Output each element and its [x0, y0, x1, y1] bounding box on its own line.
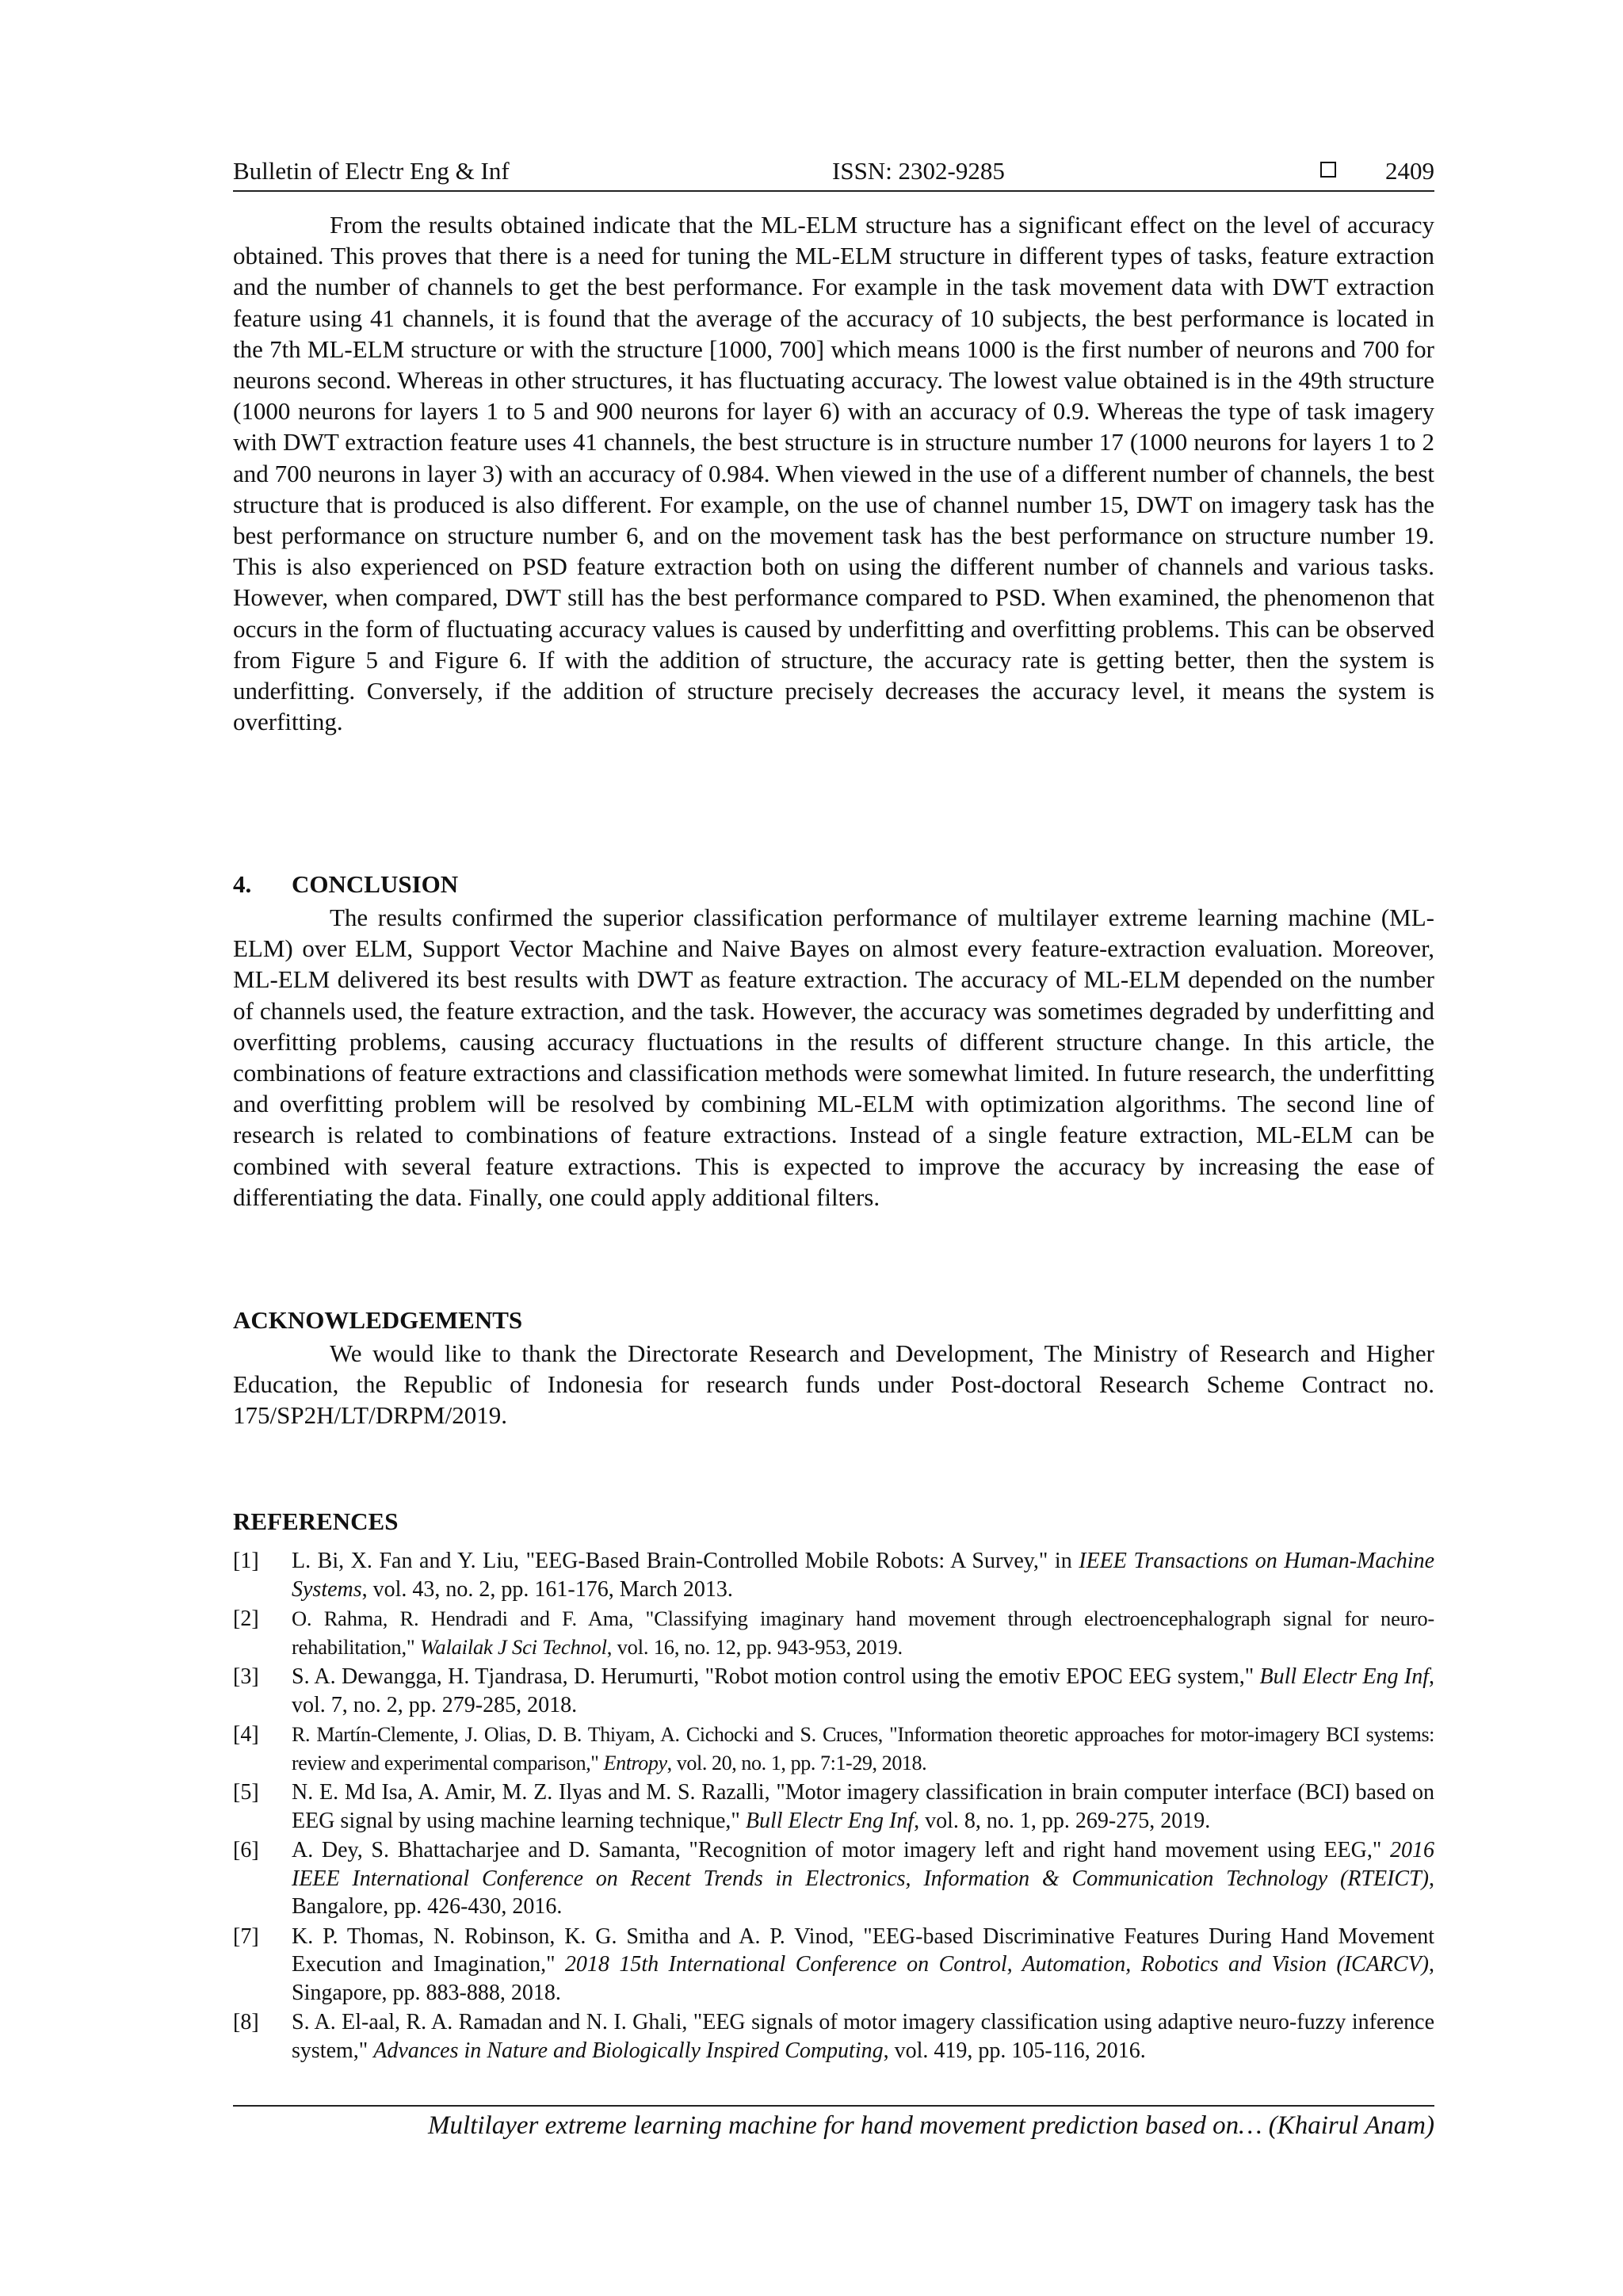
reference-text: A. Dey, S. Bhattacharjee and D. Samanta, "Recognition of motor imagery left and right hand movement using EEG," 2016 IEEE International Conference on Recent Trends in Electronics, Information & Communication Technology (RTEICT), Bangalore, pp. 426-430, 2016. [292, 1838, 1434, 1919]
running-footer: Multilayer extreme learning machine for hand movement prediction based on… (Khairul Anam) [428, 2111, 1434, 2140]
acknowledgements-paragraph: We would like to thank the Directorate Research and Development, The Ministry of Research and Higher Education, the Republic of Indonesia for research funds under Post-doctoral Research Scheme Contract no. 175/SP2H/LT/DRPM/2019. [233, 1339, 1434, 1430]
reference-item [233, 1836, 1434, 1921]
reference-number: [5] [233, 1780, 259, 1805]
reference-item [233, 2008, 1434, 2065]
reference-text: S. A. Dewangga, H. Tjandrasa, D. Herumurti, "Robot motion control using the emotiv EPOC EEG system," Bull Electr Eng Inf, vol. 7, no. 2, pp. 279-285, 2018. [292, 1664, 1434, 1717]
reference-text: O. Rahma, R. Hendradi and F. Ama, "Classifying imaginary hand movement through electroencephalograph signal for neuro-rehabilitation," Walailak J Sci Technol, vol. 16, no. 12, pp. 943-953, 2019. [292, 1606, 1434, 1659]
reference-venue: Entropy [603, 1751, 667, 1775]
square-bullet-icon [1320, 162, 1336, 178]
reference-venue: IEEE Transactions on Human-Machine Systems [292, 1549, 1435, 1602]
reference-number: [1] [233, 1549, 259, 1573]
conclusion-heading [233, 870, 458, 899]
section-number: 4. [233, 870, 252, 898]
reference-text: S. A. El-aal, R. A. Ramadan and N. I. Ghali, "EEG signals of motor imagery classification using adaptive neuro-fuzzy inference system," Advances in Nature and Biologically Inspired Computing, vol. 419, pp. 105-116, 2016. [292, 2010, 1434, 2063]
reference-list [233, 1547, 1434, 2066]
reference-number: [6] [233, 1838, 259, 1862]
issn: ISSN: 2302-9285 [832, 157, 1005, 185]
reference-text: K. P. Thomas, N. Robinson, K. G. Smitha and A. P. Vinod, "EEG-based Discriminative Features During Hand Movement Execution and Imagination," 2018 15th International Conference on Control, Automation, Robotics and Vision (ICARCV), Singapore, pp. 883-888, 2018. [292, 1924, 1434, 2005]
page-number: 2409 [1385, 157, 1434, 185]
journal-name: Bulletin of Electr Eng & Inf [233, 157, 510, 185]
footer-rule [233, 2105, 1434, 2107]
reference-number: [4] [233, 1722, 259, 1747]
acknowledgements-heading: ACKNOWLEDGEMENTS [233, 1306, 523, 1334]
reference-venue: 2016 IEEE International Conference on Recent Trends in Electronics, Information & Communication Technology (RTEICT) [292, 1838, 1434, 1891]
reference-text: N. E. Md Isa, A. Amir, M. Z. Ilyas and M. S. Razalli, "Motor imagery classification in brain computer interface (BCI) based on EEG signal by using machine learning technique," Bull Electr Eng Inf, vol. 8, no. 1, pp. 269-275, 2019. [292, 1780, 1434, 1833]
reference-text: L. Bi, X. Fan and Y. Liu, "EEG-Based Brain-Controlled Mobile Robots: A Survey," in IEEE Transactions on Human-Machine Systems, vol. 43, no. 2, pp. 161-176, March 2013. [292, 1549, 1435, 1602]
reference-venue: Bull Electr Eng Inf [745, 1808, 915, 1833]
reference-item [233, 1547, 1434, 1603]
reference-item [233, 1605, 1434, 1661]
conclusion-paragraph: The results confirmed the superior classification performance of multilayer extreme learning machine (ML-ELM) over ELM, Support Vector Machine and Naive Bayes on almost every feature-extraction evaluation. Moreover, ML-ELM delivered its best results with DWT as feature extraction. The accuracy of ML-ELM depended on the number of channels used, the feature extraction, and the task. However, the accuracy was sometimes degraded by underfitting and overfitting problems, causing accuracy fluctuations in the results of different structure change. In this article, the combinations of feature extractions and classification methods were somewhat limited. In future research, the underfitting and overfitting problem will be resolved by combining ML-ELM with optimization algorithms. The second line of research is related to combinations of feature extractions. Instead of a single feature extraction, ML-ELM can be combined with several feature extractions. This is expected to improve the accuracy by increasing the ease of differentiating the data. Finally, one could apply additional filters. [233, 904, 1434, 1211]
reference-item [233, 1778, 1434, 1835]
reference-item [233, 1923, 1434, 2008]
reference-number: [8] [233, 2010, 259, 2034]
reference-item [233, 1663, 1434, 1719]
reference-item [233, 1721, 1434, 1777]
section-title: CONCLUSION [292, 870, 459, 898]
reference-venue: Advances in Nature and Biologically Inspired Computing [373, 2038, 884, 2063]
reference-number: [3] [233, 1664, 259, 1689]
reference-number: [7] [233, 1924, 259, 1949]
reference-venue: Walailak J Sci Technol [419, 1634, 607, 1659]
reference-number: [2] [233, 1606, 259, 1631]
references-heading: REFERENCES [233, 1507, 399, 1535]
running-header [233, 152, 1434, 192]
reference-venue: 2018 15th International Conference on Control, Automation, Robotics and Vision (ICARCV) [564, 1952, 1429, 1977]
reference-venue: Bull Electr Eng Inf [1259, 1664, 1429, 1689]
reference-text: R. Martín-Clemente, J. Olias, D. B. Thiyam, A. Cichocki and S. Cruces, "Information theoretic approaches for motor-imagery BCI systems: review and experimental comparison," Entropy, vol. 20, no. 1, pp. 7:1-29, 2018. [292, 1723, 1434, 1775]
results-paragraph: From the results obtained indicate that the ML-ELM structure has a significant effect on the level of accuracy obtained. This proves that there is a need for tuning the ML-ELM structure in different types of tasks, feature extraction and the number of channels to get the best performance. For example in the task movement data with DWT extraction feature using 41 channels, it is found that the average of the accuracy of 10 subjects, the best performance is located in the 7th ML-ELM structure or with the structure [1000, 700] which means 1000 is the first number of neurons and 700 for neurons second. Whereas in other structures, it has fluctuating accuracy. The lowest value obtained is in the 49th structure (1000 neurons for layers 1 to 5 and 900 neurons for layer 6) with an accuracy of 0.9. Whereas the type of task imagery with DWT extraction feature uses 41 channels, the best structure is in structure number 17 (1000 neurons for layers 1 to 2 and 700 neurons in layer 3) with an accuracy of 0.984. When viewed in the use of a different number of channels, the best structure that is produced is also different. For example, on the use of channel number 15, DWT on imagery task has the best performance on structure number 6, and on the movement task has the best performance on structure number 19. This is also experienced on PSD feature extraction both on using the different number of channels and various tasks. However, when compared, DWT still has the best performance compared to PSD. When examined, the phenomenon that occurs in the form of fluctuating accuracy values is caused by underfitting and overfitting problems. This can be observed from Figure 5 and Figure 6. If with the addition of structure, the accuracy rate is getting better, then the system is underfitting. Conversely, if the addition of structure precisely decreases the accuracy level, it means the system is overfitting. [233, 211, 1434, 736]
